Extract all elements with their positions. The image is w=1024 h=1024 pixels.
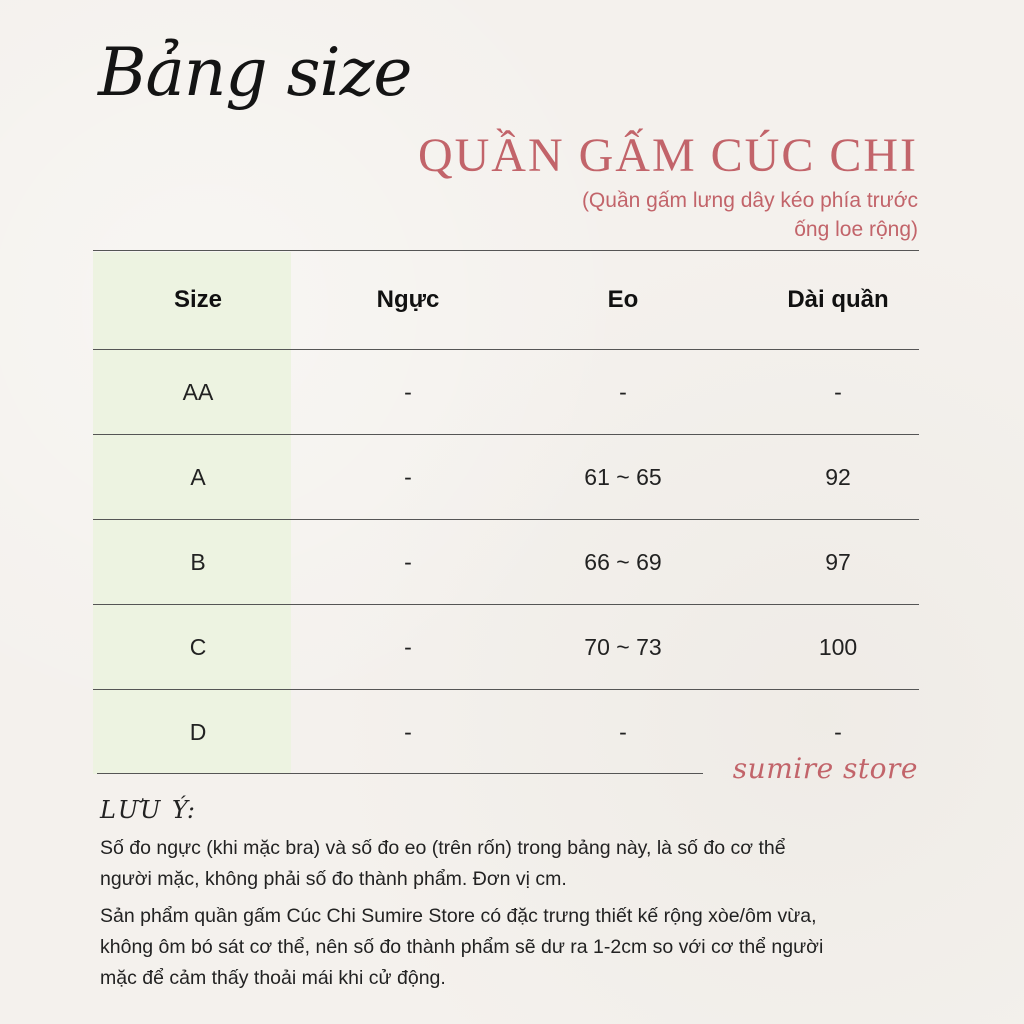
note-line: người mặc, không phải số đo thành phẩm. Đơn vị cm.	[100, 868, 567, 890]
table-header-row	[93, 250, 919, 350]
column-header-waist: Eo	[607, 286, 639, 313]
column-header-chest: Ngực	[376, 286, 440, 313]
brand-signature: sumire store	[732, 752, 918, 785]
note-paragraph	[100, 901, 922, 994]
cell-size: D	[189, 718, 207, 745]
cell-chest: -	[404, 464, 412, 490]
cell-waist: 70 ~ 73	[584, 634, 662, 660]
cell-size: AA	[182, 379, 214, 405]
note-paragraph	[100, 833, 922, 895]
cell-waist: 61 ~ 65	[584, 464, 662, 490]
cell-size: B	[190, 549, 206, 575]
cell-waist: 66 ~ 69	[584, 549, 662, 575]
product-description-line: (Quần gấm lưng dây kéo phía trước	[581, 189, 918, 212]
cell-length: -	[834, 379, 842, 405]
cell-chest: -	[404, 379, 412, 405]
cell-length: -	[834, 718, 842, 745]
cell-length: 92	[825, 464, 851, 490]
cell-chest: -	[404, 718, 412, 745]
table-row	[93, 435, 919, 520]
table-row	[93, 520, 919, 605]
note-line: Số đo ngực (khi mặc bra) và số đo eo (trên rốn) trong bảng này, là số đo cơ thể	[100, 837, 786, 859]
page-title: Bảng size	[98, 34, 412, 111]
note-line: Sản phẩm quần gấm Cúc Chi Sumire Store có đặc trưng thiết kế rộng xòe/ôm vừa,	[100, 905, 817, 927]
table-bottom-divider	[97, 773, 703, 774]
note-line: không ôm bó sát cơ thể, nên số đo thành phẩm sẽ dư ra 1-2cm so với cơ thể người	[100, 936, 824, 958]
cell-chest: -	[404, 549, 412, 575]
table-row	[93, 350, 919, 435]
cell-waist: -	[619, 379, 627, 405]
cell-length: 97	[825, 549, 851, 575]
cell-size: A	[190, 464, 206, 490]
notes-title: LƯU Ý:	[100, 796, 197, 824]
product-description-line: ống loe rộng)	[794, 218, 918, 241]
product-description	[458, 186, 918, 244]
cell-size: C	[189, 634, 207, 660]
size-table	[93, 250, 919, 774]
column-header-length: Dài quần	[787, 286, 889, 313]
cell-chest: -	[404, 634, 412, 660]
table-row	[93, 605, 919, 690]
cell-length: 100	[818, 634, 858, 660]
product-name: QUẦN GẤM CÚC CHI	[417, 129, 918, 182]
column-header-size: Size	[173, 286, 223, 313]
cell-waist: -	[619, 718, 627, 745]
note-line: mặc để cảm thấy thoải mái khi cử động.	[100, 967, 446, 989]
